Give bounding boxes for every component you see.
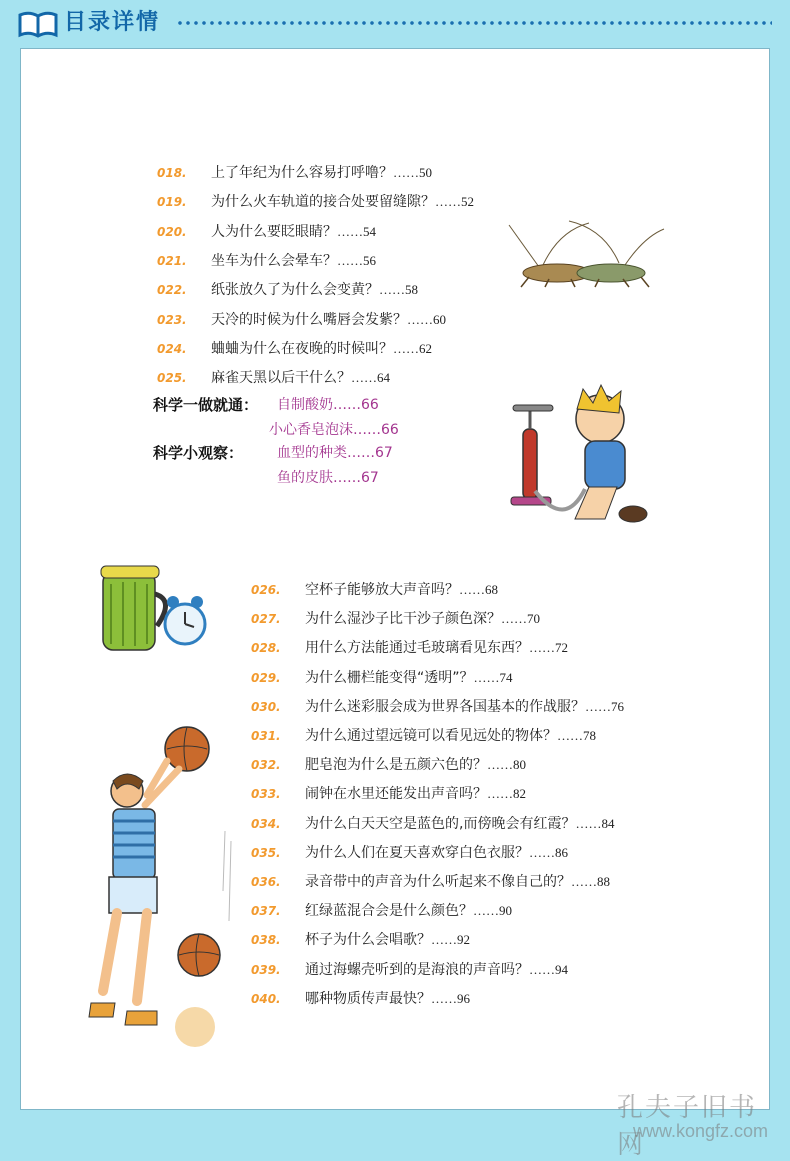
toc-item[interactable] xyxy=(251,928,751,952)
toc-item-page: ……92 xyxy=(431,932,470,948)
toc-item-page: ……74 xyxy=(473,669,513,685)
toc-item-question: 为什么迷彩服会成为世界各国基本的作战服？ xyxy=(305,698,585,715)
toc-item-page: ……86 xyxy=(529,844,568,860)
section-label-observe: 科学小观察： xyxy=(153,444,244,462)
toc-item-number: 029. xyxy=(251,670,281,685)
toc-item-number: 030. xyxy=(251,699,281,714)
header xyxy=(0,0,790,48)
toc-item[interactable] xyxy=(251,753,751,777)
toc-item-number: 039. xyxy=(251,962,281,977)
toc-item-page: ……54 xyxy=(337,223,376,239)
toc-item-question: 天冷的时候为什么嘴唇会发紫？ xyxy=(211,311,407,328)
toc-item-question: 肥皂泡为什么是五颜六色的？ xyxy=(305,757,487,774)
toc-item-number: 027. xyxy=(251,612,281,627)
toc-item-question-wrap xyxy=(305,695,624,719)
toc-item-number: 025. xyxy=(157,371,187,386)
toc-item-question: 为什么湿沙子比干沙子颜色深？ xyxy=(305,611,501,628)
toc-item-question-wrap xyxy=(305,841,568,865)
toc-item[interactable] xyxy=(251,578,751,602)
toc-item[interactable] xyxy=(251,841,751,865)
toc-page xyxy=(20,48,770,1160)
toc-item[interactable] xyxy=(251,870,751,894)
toc-item-question-wrap xyxy=(211,308,446,332)
toc-item-number: 037. xyxy=(251,904,281,919)
toc-item-page: ……90 xyxy=(473,903,512,919)
toc-item-page: ……60 xyxy=(407,311,446,327)
jar-clock-illustration xyxy=(99,564,211,656)
toc-item[interactable] xyxy=(251,695,751,719)
toc-item-question: 录音带中的声音为什么听起来不像自己的？ xyxy=(305,874,571,890)
toc-item-question-wrap xyxy=(305,812,614,836)
toc-item-page: ……64 xyxy=(351,370,390,386)
toc-item-number: 020. xyxy=(157,224,187,239)
book-icon xyxy=(18,10,58,38)
toc-item-question-wrap xyxy=(305,928,470,952)
toc-item-page: ……94 xyxy=(529,961,568,977)
toc-item-question-wrap xyxy=(305,958,568,982)
toc-item-page: ……62 xyxy=(393,340,432,356)
watermark-url: www.kongfz.com xyxy=(633,1121,769,1141)
toc-item-question-wrap xyxy=(305,899,512,923)
toc-item-question: 通过海螺壳听到的是海浪的声音吗？ xyxy=(305,961,529,978)
toc-item-question-wrap xyxy=(305,666,513,690)
toc-item-question-wrap xyxy=(305,724,596,748)
section-label-do: 科学一做就通： xyxy=(153,396,259,414)
toc-item-question: 为什么栅栏能变得“透明”？ xyxy=(305,669,474,686)
toc-item-number: 026. xyxy=(251,583,281,597)
toc-item-question-wrap xyxy=(305,987,470,1011)
toc-item-number: 032. xyxy=(251,758,281,773)
toc-item-number: 035. xyxy=(251,845,281,860)
toc-item-question-wrap xyxy=(211,278,418,302)
toc-item-question: 蛐蛐为什么在夜晚的时候叫？ xyxy=(211,340,393,357)
toc-item-question: 红绿蓝混合会是什么颜色？ xyxy=(305,903,473,920)
watermark-brand: 孔夫子旧书网 xyxy=(617,1093,758,1160)
toc-item-question: 杯子为什么会唱歌？ xyxy=(305,932,431,949)
toc-item-page: ……52 xyxy=(435,194,474,210)
toc-item-question: 坐车为什么会晕车？ xyxy=(211,252,337,269)
toc-item-question-wrap xyxy=(305,636,568,660)
basketball-player-illustration xyxy=(87,721,237,1101)
toc-item-number: 028. xyxy=(251,641,281,656)
dotted-divider xyxy=(176,20,772,26)
toc-item[interactable] xyxy=(251,812,751,836)
toc-item-number: 019. xyxy=(157,195,187,210)
toc-item-question: 为什么火车轨道的接合处要留缝隙？ xyxy=(211,194,435,211)
toc-item-question-wrap xyxy=(211,161,432,185)
toc-item-number: 023. xyxy=(157,312,187,327)
toc-item[interactable] xyxy=(251,782,751,806)
toc-item-question-wrap xyxy=(211,190,474,214)
toc-item-number: 040. xyxy=(251,991,281,1006)
toc-item-page: ……72 xyxy=(529,640,568,656)
toc-item[interactable] xyxy=(251,724,751,748)
toc-item[interactable] xyxy=(251,958,751,982)
section-item[interactable]: 小心香皂泡沫……66 xyxy=(269,422,399,438)
toc-item-question-wrap xyxy=(211,249,376,273)
toc-item-number: 022. xyxy=(157,283,187,298)
toc-item-number: 038. xyxy=(251,933,281,948)
toc-item[interactable] xyxy=(251,987,751,1011)
toc-item-number: 031. xyxy=(251,729,281,743)
toc-item[interactable] xyxy=(251,899,751,923)
toc-item-page: ……84 xyxy=(575,815,615,831)
toc-item-question: 上了年纪为什么容易打呼噜？ xyxy=(211,165,393,181)
toc-item[interactable] xyxy=(157,337,677,361)
toc-item-number: 024. xyxy=(157,341,187,356)
toc-item-question: 哪种物质传声最快？ xyxy=(305,990,431,1007)
toc-item-question: 人为什么要眨眼睛？ xyxy=(211,223,337,240)
toc-item-question-wrap xyxy=(211,220,376,244)
toc-item[interactable] xyxy=(157,308,677,332)
toc-item-question-wrap xyxy=(211,366,390,390)
section-item[interactable]: 血型的种类……67 xyxy=(277,445,393,461)
toc-item-question-wrap xyxy=(305,578,498,602)
toc-list-part2 xyxy=(251,578,751,1018)
toc-item-page: ……70 xyxy=(501,611,540,627)
toc-item[interactable] xyxy=(251,666,751,690)
toc-item-page: ……50 xyxy=(393,165,432,180)
toc-item-page: ……78 xyxy=(557,728,596,743)
toc-item-page: ……82 xyxy=(487,786,526,802)
crickets-illustration xyxy=(499,219,669,289)
toc-item-question: 为什么白天天空是蓝色的,而傍晚会有红霞？ xyxy=(305,815,576,832)
toc-item-question: 为什么通过望远镜可以看见远处的物体？ xyxy=(305,728,557,744)
toc-item-question: 为什么人们在夏天喜欢穿白色衣服？ xyxy=(305,844,529,861)
toc-item[interactable] xyxy=(251,636,751,660)
toc-item-number: 018. xyxy=(157,166,187,180)
toc-item[interactable] xyxy=(157,190,677,214)
toc-item-page: ……58 xyxy=(379,282,418,298)
toc-item-question-wrap xyxy=(305,753,526,777)
toc-item-page: ……56 xyxy=(337,252,376,268)
toc-item-number: 033. xyxy=(251,787,281,802)
toc-item-question: 闹钟在水里还能发出声音吗？ xyxy=(305,786,487,803)
toc-item-number: 021. xyxy=(157,253,187,268)
toc-item-page: ……76 xyxy=(585,698,624,714)
page-title: 目录详情 xyxy=(64,10,161,35)
toc-item-number: 036. xyxy=(251,875,281,889)
toc-item[interactable] xyxy=(157,161,677,185)
section-item[interactable]: 鱼的皮肤……67 xyxy=(277,470,379,486)
toc-item-question-wrap xyxy=(305,607,540,631)
section-item[interactable]: 自制酸奶……66 xyxy=(277,397,379,413)
toc-item-page: ……68 xyxy=(459,582,498,597)
toc-item-page: ……88 xyxy=(571,874,610,889)
toc-item-question: 空杯子能够放大声音吗？ xyxy=(305,582,459,598)
toc-item-question: 纸张放久了为什么会变黄？ xyxy=(211,282,379,299)
toc-item-question-wrap xyxy=(211,337,432,361)
toc-item-question-wrap xyxy=(305,870,610,894)
toc-item-page: ……96 xyxy=(431,990,470,1006)
toc-item-question: 麻雀天黑以后干什么？ xyxy=(211,370,351,387)
boy-pump-illustration xyxy=(505,379,655,531)
toc-item-number: 034. xyxy=(251,816,281,831)
toc-item-question-wrap xyxy=(305,782,526,806)
toc-item[interactable] xyxy=(251,607,751,631)
toc-item-question: 用什么方法能通过毛玻璃看见东西？ xyxy=(305,640,529,657)
toc-item-page: ……80 xyxy=(487,757,526,773)
